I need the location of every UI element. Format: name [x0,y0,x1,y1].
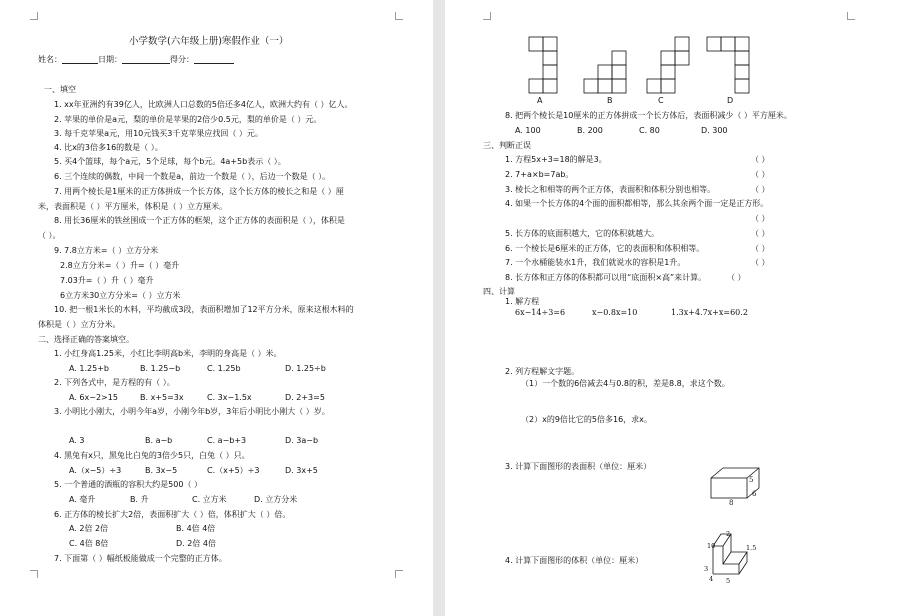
option-c: C. 1.25b [207,364,241,373]
date-label: 日期： [98,55,122,64]
judge-paren[interactable]: （ ） [751,170,770,179]
crop-mark [395,570,403,578]
section-heading: 四、计算 [483,287,515,296]
stair-dim: 10 [707,542,716,550]
option-c: C. 3x−1.5x [207,393,252,402]
judge-line: 6. 一个棱长是6厘米的正方体，它的表面积和体积相等。 [505,244,705,253]
question-line: 7. 用两个棱长是1厘米的正方体拼成一个长方体，这个长方体的棱长之和是（ ）厘 [54,187,344,196]
option-c: C. 4倍 8倍 [69,539,109,548]
option-d: D. 2倍 4倍 [176,539,216,548]
box-dim-depth: 6 [752,490,757,498]
option-b: B. 3x−5 [145,466,178,475]
question-line: 1. xx年亚洲约有39亿人，比欧洲人口总数的5倍还多4亿人，欧洲大约有（ ）亿人。 [54,100,353,109]
stair-dim: 1.5 [746,544,757,552]
option-b: B. 升 [130,495,149,504]
judge-paren[interactable]: （ ） [751,185,770,194]
net-c [647,37,689,93]
question-line: 4. 黑兔有x只，黑兔比白兔的3倍少5只，白兔（ ）只。 [54,451,250,460]
question-line: 2. 下列各式中，是方程的有（ ）。 [54,378,175,387]
judge-line: 3. 棱长之和相等的两个正方体，表面积和体积分别也相等。 [505,185,716,194]
question-line: 体积是（ ）立方分米。 [38,320,121,329]
question-line: 2. 苹果的单价是a元，梨的单价是苹果的2倍少0.5元，梨的单价是（ ）元。 [54,115,322,124]
option-a: A. 2倍 2倍 [69,524,109,533]
option-c: C. 80 [639,126,660,135]
option-d: D. 1.25÷b [285,364,326,373]
stair-dim: 2 [726,530,731,538]
question-line: 6立方米30立方分米=（ ）立方米 [60,291,181,300]
stair-dim: 3 [704,565,709,573]
judge-paren[interactable]: （ ） [751,155,770,164]
student-info-line [38,56,234,64]
score-blank[interactable] [194,56,234,64]
option-d: D. 立方分米 [254,495,298,504]
subsection-heading: 3. 计算下面图形的表面积（单位：厘米） [505,462,652,471]
option-a: A. 6x−2>15 [69,393,118,402]
equation: x−0.8x=10 [592,308,638,317]
option-b: B. a−b [145,436,173,445]
question-line: 米，表面积是（ ）平方厘米，体积是（ ）立方厘米。 [38,202,228,211]
question-line: 5. 买4个篮球，每个a元，5个足球，每个b元。4a+5b表示（ ）。 [54,157,286,166]
section-heading: 一、填空 [44,85,76,94]
page-title: 小学数学(六年级上册)寒假作业（一） [129,36,289,47]
option-c: C. a−b+3 [207,436,247,445]
subsection-heading: 2. 列方程解文字题。 [505,367,580,376]
question-line: 4. 比x的3倍多16的数是（ ）。 [54,143,163,152]
option-b: B. 200 [577,126,603,135]
option-a: A.（x−5）÷3 [69,466,122,475]
cube-net-figures [445,0,900,100]
right-page [445,0,900,616]
option-a: A. 100 [515,126,541,135]
cuboid-figure [707,466,767,510]
question-line: （ ）。 [38,231,61,240]
question-line: 6. 正方体的棱长扩大2倍，表面积扩大（ ）倍，体积扩大（ ）倍。 [54,510,291,519]
judge-paren[interactable]: （ ） [727,273,746,282]
judge-line: 4. 如果一个长方体的4个面的面积都相等，那么其余两个面一定是正方形。 [505,199,769,208]
question-line: 3. 小明比小刚大，小明今年a岁，小刚今年b岁，3年后小明比小刚大（ ）岁。 [54,407,330,416]
question-line: 2.8立方分米=（ ）升=（ ）毫升 [60,261,180,270]
figure-label-c: C [658,96,664,105]
question-line: 8. 用长36厘米的铁丝围成一个正方体的框架，这个正方体的表面积是（ ），体积是 [54,216,345,225]
option-d: D. 300 [701,126,728,135]
subsection-heading: 1. 解方程 [505,297,540,306]
option-c: C. 立方米 [192,495,227,504]
name-label: 姓名： [38,55,62,64]
judge-line: 5. 长方体的底面积越大，它的体积就越大。 [505,229,660,238]
judge-paren[interactable]: （ ） [751,258,770,267]
figure-label-b: B [607,96,613,105]
section-heading: 二、选择正确的答案填空。 [38,335,134,344]
option-b: B. 1.25−b [140,364,181,373]
question-line: 10. 把一根1米长的木料，平均截成3段，表面积增加了12平方分米，原来这根木料的 [54,305,354,314]
date-blank[interactable] [122,56,170,64]
left-page [0,0,433,616]
stair-dim: 4 [709,575,714,583]
crop-mark [30,12,38,20]
judge-line: 1. 方程5x+3=18的解是3。 [505,155,607,164]
box-dim-height: 5 [749,476,754,484]
crop-mark [30,570,38,578]
question-line: 1. 小红身高1.25米，小红比李明高b米，李明的身高是（ ）米。 [54,349,282,358]
name-blank[interactable] [62,56,98,64]
question-line: 3. 每千克苹果a元，用10元钱买3千克苹果应找回（ ）元。 [54,129,263,138]
net-b [584,51,626,93]
figure-label-a: A [537,96,543,105]
option-a: A. 毫升 [69,495,96,504]
judge-line: 2. 7+a×b=7ab。 [505,170,574,179]
option-b: B. x+5=3x [140,393,184,402]
option-a: A. 3 [69,436,85,445]
figure-label-d: D [727,96,734,105]
score-label: 得分： [170,55,194,64]
subsection-heading: 4. 计算下面图形的体积（单位：厘米） [505,556,644,565]
option-c: C.（x+5）÷3 [207,466,260,475]
section-heading: 三、判断正误 [483,141,531,150]
question-line: 5. 一个普通的酒瓶的容积大约是500（ ） [54,480,202,489]
equation: 6x−14÷3=6 [515,308,566,317]
equation: 1.3x+4.7x+x=60.2 [671,308,748,317]
question-line: 7.03升=（ ）升（ ）毫升 [60,276,154,285]
stair-dim: 5 [726,577,731,585]
question-line: 6. 三个连续的偶数，中间一个数是a，前边一个数是（ ），后边一个数是（ ）。 [54,172,331,181]
stair-figure [709,530,769,580]
judge-line: 7. 一个水桶能装水1升，我们就说水的容积是1升。 [505,258,686,267]
net-d [707,37,749,93]
option-d: D. 3x+5 [285,466,318,475]
judge-line: 8. 长方体和正方体的体积都可以用“底面积×高”来计算。 [505,273,707,282]
word-problem: （1）一个数的6倍减去4与0.8的积，差是8.8，求这个数。 [521,379,730,388]
judge-paren[interactable]: （ ） [751,214,770,223]
net-a [529,37,557,93]
judge-paren[interactable]: （ ） [751,244,770,253]
option-d: D. 2+3=5 [285,393,325,402]
option-b: B. 4倍 4倍 [176,524,216,533]
judge-paren[interactable]: （ ） [751,229,770,238]
box-dim-length: 8 [729,499,734,507]
question-line: 9. 7.8立方米=（ ）立方分米 [54,246,159,255]
question-line: 7. 下面第（ ）幅纸板能做成一个完整的正方体。 [54,554,227,563]
word-problem: （2）x的9倍比它的5倍多16，求x。 [521,415,652,424]
question-line: 8. 把两个棱长是10厘米的正方体拼成一个长方体后，表面积减少（ ）平方厘米。 [505,111,792,120]
crop-mark [395,12,403,20]
option-d: D. 3a−b [285,436,319,445]
option-a: A. 1.25+b [69,364,110,373]
